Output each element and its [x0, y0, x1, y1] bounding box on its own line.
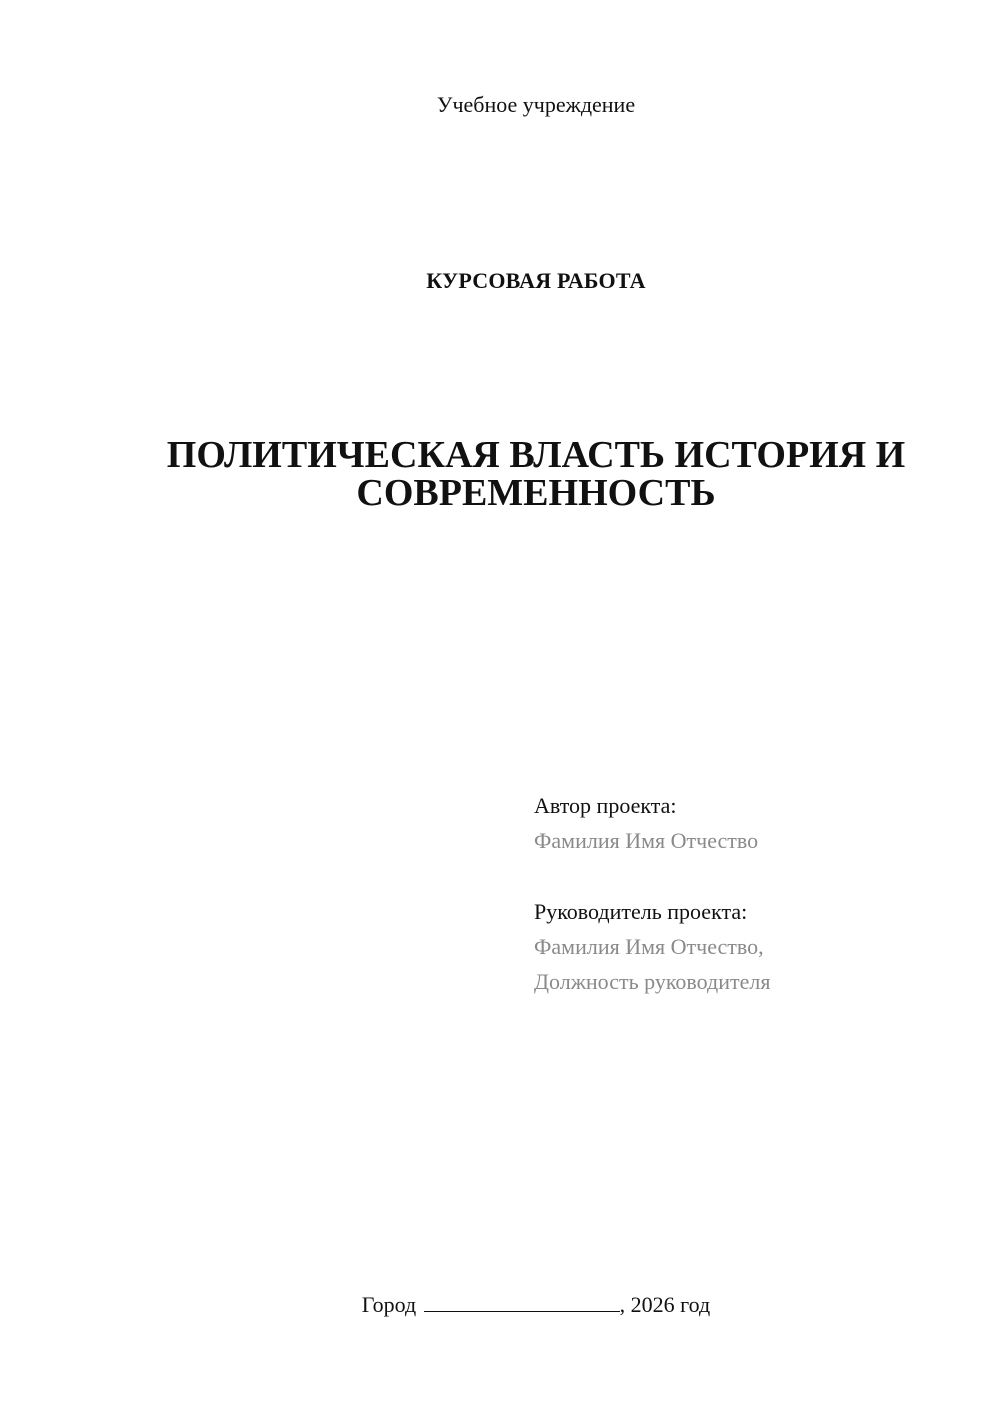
- work-title-line-1: ПОЛИТИЧЕСКАЯ ВЛАСТЬ ИСТОРИЯ И: [166, 434, 906, 476]
- city-label: Город: [361, 1292, 417, 1317]
- city-blank-line: [424, 1291, 620, 1312]
- city-year-line: [0, 1290, 1000, 1320]
- authors-block: [534, 788, 974, 999]
- work-title-line-2: СОВРЕМЕННОСТЬ: [356, 472, 716, 514]
- author-name: Фамилия Имя Отчество: [534, 828, 759, 853]
- work-title: [100, 436, 972, 512]
- supervisor-position: Должность руководителя: [534, 969, 771, 994]
- work-type-heading: КУРСОВАЯ РАБОТА: [426, 268, 646, 293]
- author-label: Автор проекта:: [534, 793, 677, 818]
- year-text: , 2026 год: [619, 1292, 711, 1317]
- authors-spacer: [534, 858, 974, 894]
- supervisor-label: Руководитель проекта:: [534, 899, 748, 924]
- institution-name: Учебное учреждение: [436, 92, 636, 117]
- supervisor-name: Фамилия Имя Отчество,: [534, 934, 764, 959]
